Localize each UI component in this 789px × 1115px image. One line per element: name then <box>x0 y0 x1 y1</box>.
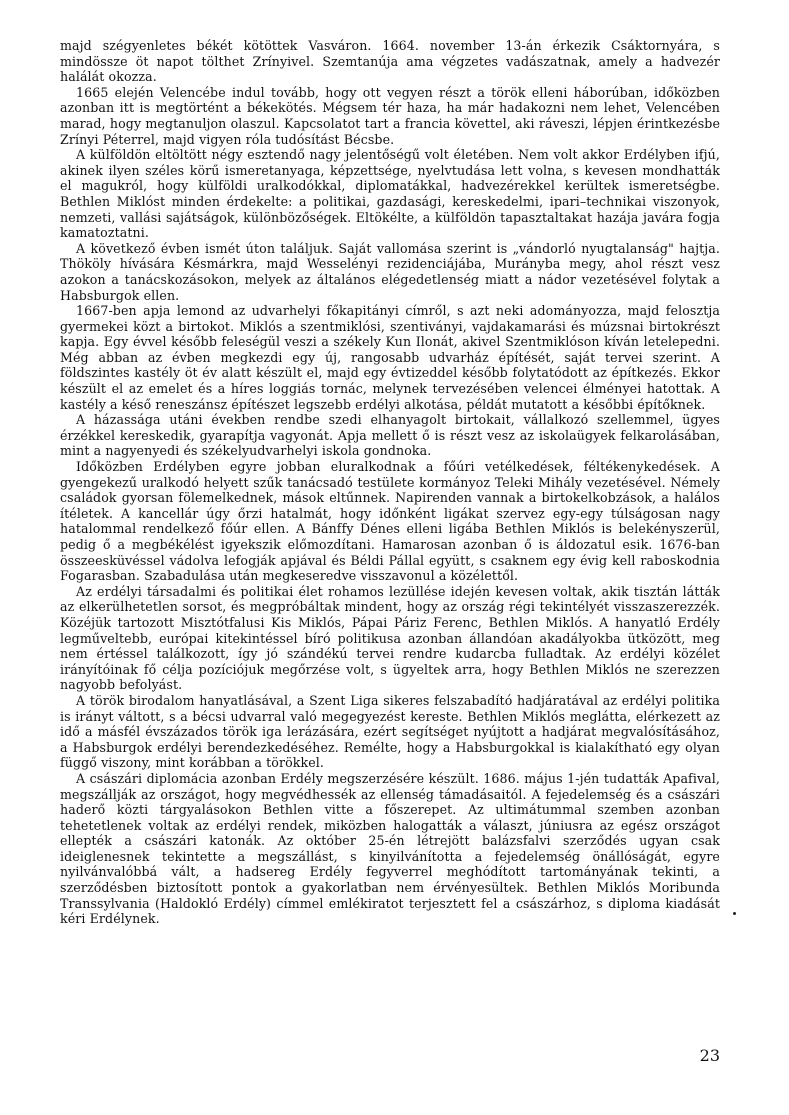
paragraph-9: A török birodalom hanyatlásával, a Szent Liga sikeres felszabadító hadjáratával az erdélyi politika is irányt váltott, s a bécsi udvarral való megegyezést kereste. Bethlen Miklós meglátta, elérkezett az idő a másfél évszázados török iga lerázására, ezért segítséget nyújtott a hadjárat megvalósításához, a Habsburgok erdélyi berendezkedéséhez. Remélte, hogy a Habsburgokkal is kialakítható egy olyan függő viszony, mint korábban a törökkel. <box>60 692 720 771</box>
paragraph-4: A következő évben ismét úton találjuk. Saját vallomása szerint is „vándorló nyugtalanság" hajtja. Thököly hívására Késmárkra, majd Wesselényi rezidenciájába, Murányba megy, ahol részt vesz azokon a tanácskozásokon, melyek az általános elégedetlenség miatt a nádor vezetésével folytak a Habsburgok ellen. <box>60 240 720 303</box>
paragraph-5: 1667-ben apja lemond az udvarhelyi főkapitányi címről, s azt neki adományozza, majd felosztja gyermekei közt a birtokot. Miklós a szentmiklósi, szentiványi, vajdakamarási és múzsnai birtokrészt kapja. Egy évvel később feleségül veszi a székely Kun Ilonát, akivel Szentmiklóson kíván letelepedni. Még abban az évben megkezdi egy új, rangosabb udvarház építését, saját tervei szerint. A földszintes kastély öt év alatt készült el, majd egy évtizeddel később folytatódott az építkezés. Ekkor készült el az emelet és a híres loggiás tornác, melynek tervezésében velencei élményei hatottak. A kastély a késő reneszánsz építészet legszebb erdélyi alkotása, példát mutatott a későbbi építőknek. <box>60 303 720 412</box>
paragraph-8: Az erdélyi társadalmi és politikai élet rohamos lezüllése idején kevesen voltak, akik tisztán látták az elkerülhetetlen sorsot, és megpróbáltak mindent, hogy az ország régi tekintélyét visszaszerezzék. Közéjük tartozott Misztótfalusi Kis Miklós, Pápai Páriz Ferenc, Bethlen Miklós. A hanyatló Erdély legműveltebb, európai kitekintéssel bíró politikusa azonban állandóan akadályokba ütközött, meg nem értéssel találkozott, így jó szándékú tervei rendre kudarcba fulladtak. Az erdélyi közélet irányítóinak fő célja pozíciójuk megőrzése volt, s ügyeltek arra, hogy Bethlen Miklós ne szerezzen nagyobb befolyást. <box>60 583 720 693</box>
body-text <box>60 38 720 927</box>
paragraph-3: A külföldön eltöltött négy esztendő nagy jelentőségű volt életében. Nem volt akkor Erdélyben ifjú, akinek ilyen széles körű ismeretanyaga, képzettsége, nyelvtudása lett volna, s kevesen mondhatták el magukról, hogy külföldi uralkodókkal, diplomatákkal, hadvezérekkel kerültek ismeretségbe. Bethlen Miklóst minden érdekelte: a politikai, gazdasági, kereskedelmi, ipari–technikai viszonyok, nemzeti, vallási sajátságok, különbözőségek. Eltökélte, a külföldön tapasztaltakat hazája javára fogja kamatoztatni. <box>60 147 720 241</box>
paragraph-10: A császári diplomácia azonban Erdély megszerzésére készült. 1686. május 1-jén tudatták Apafival, megszállják az országot, hogy megvédhessék az ellenség támadásaitól. A fejedelemség és a császári haderő közti tárgyalásokon Bethlen vitte a főszerepet. Az ultimátummal szemben azonban tehetetlenek voltak az erdélyi rendek, miközben halogatták a választ, júniusra az egész országot ellepték a császári katonák. Az október 25-én létrejött balázsfalvi szerződés ugyan csak ideiglenesnek tekintette a megszállást, s kinyilvánította a fejedelemség önállóságát, egyre nyilvánvalóbbá vált, a hadsereg Erdély fegyverrel meghódított tartományának tekinti, a szerződésben biztosított pontok a gyakorlatban nem érvényesültek. Bethlen Miklós Moribunda Transsylvania (Haldokló Erdély) címmel emlékiratot terjesztett fel a császárhoz, s diploma kiadását kéri Erdélynek. <box>60 770 720 927</box>
margin-mark <box>733 912 736 915</box>
paragraph-2: 1665 elején Velencébe indul tovább, hogy ott vegyen részt a török elleni háborúban, időközben azonban itt is megtörtént a békekötés. Mégsem tér haza, ha már hadakozni nem lehet, Velencében marad, hogy megtanuljon olaszul. Kapcsolatot tart a francia követtel, aki ráveszi, lépjen érintkezésbe Zrínyi Péterrel, majd vigyen róla tudósítást Bécsbe. <box>60 84 720 147</box>
paragraph-1: majd szégyenletes békét kötöttek Vasváron. 1664. november 13-án érkezik Csáktornyára, s mindössze öt napot tölthet Zrínyivel. Szemtanúja ama végzetes vadászatnak, amely a hadvezér halálát okozza. <box>60 38 720 85</box>
page-number: 23 <box>699 1046 720 1065</box>
paragraph-6: A házassága utáni években rendbe szedi elhanyagolt birtokait, vállalkozó szellemmel, ügyes érzékkel kereskedik, gyarapítja vagyonát. Apja mellett ő is részt vesz az iskolaügyek felkarolásában, mint a nagyenyedi és székelyudvarhelyi iskola gondnoka. <box>60 412 720 459</box>
paragraph-7: Időközben Erdélyben egyre jobban eluralkodnak a főúri vetélkedések, féltékenykedések. A gyengekezű uralkodó helyett szűk tanácsadó testülete kormányoz Teleki Mihály vezetésével. Némely családok gyorsan fölemelkednek, mások eltűnnek. Napirenden vannak a birtokelkobzások, a halálos ítéletek. A kancellár úgy őrzi hatalmát, hogy időnként ligákat szervez egy-egy túlságosan nagy hatalommal rendelkező főúr ellen. A Bánffy Dénes elleni ligába Bethlen Miklós is belekényszerül, pedig ő a megbékélést igyekszik előmozdítani. Hamarosan azonban ő is áldozatul esik. 1676-ban összeesküvéssel vádolva lefogják apjával és Béldi Pállal együtt, s csaknem egy évig kell raboskodnia Fogarasban. Szabadulása után megkeseredve visszavonul a közélettől. <box>60 459 720 584</box>
